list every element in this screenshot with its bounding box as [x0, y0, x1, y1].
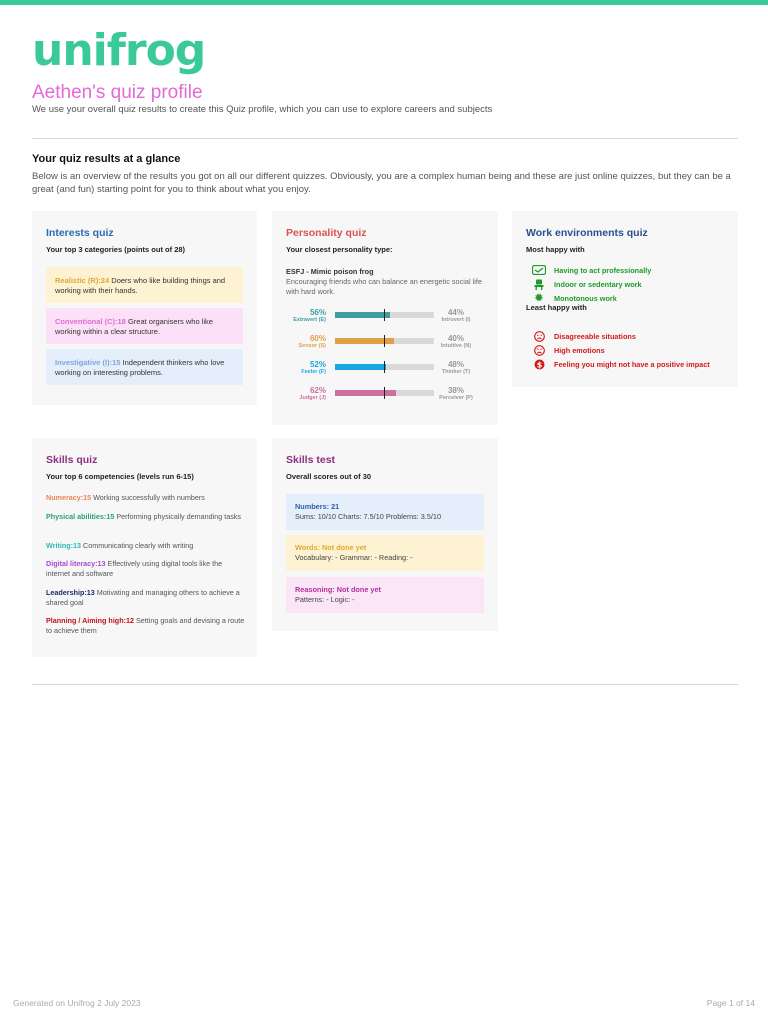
page-subtitle: We use your overall quiz results to create this Quiz profile, which you can use to explore careers and subjects	[32, 104, 493, 115]
trait-left-label: Feeler (F)	[301, 369, 326, 375]
trait-bar-fill	[335, 338, 394, 344]
skills-test-heading: Reasoning: Not done yet	[295, 585, 381, 594]
trait-row-sn	[272, 334, 497, 356]
skill-item	[46, 616, 246, 635]
skill-item	[46, 588, 246, 607]
trait-midline	[384, 309, 385, 321]
interest-item-investigative	[46, 349, 243, 385]
happy-item	[526, 277, 651, 291]
personality-quiz-card	[272, 211, 498, 425]
skill-key: Writing:13	[46, 541, 82, 550]
work-environments-card	[512, 211, 738, 387]
skills-test-words	[286, 535, 484, 571]
skill-item	[46, 512, 246, 522]
trait-left-label: Sensor (S)	[298, 343, 326, 349]
chair-icon	[532, 279, 546, 290]
trait-row-ft	[272, 360, 497, 382]
unhappy-item	[526, 329, 710, 343]
skill-text: Effectively using digital tools like the internet and software	[46, 559, 223, 578]
skills-test-subtitle: Overall scores out of 30	[286, 472, 372, 481]
skill-key: Digital literacy:13	[46, 559, 106, 568]
skills-test-detail: Patterns: - Logic: -	[295, 595, 355, 604]
interests-quiz-card	[32, 211, 257, 405]
work-env-happy-label: Most happy with	[526, 245, 585, 254]
trait-left-label: Extravert (E)	[293, 317, 326, 323]
unhappy-item-text: Feeling you might not have a positive impact	[554, 360, 710, 370]
trait-bar-fill	[335, 390, 396, 396]
trait-midline	[384, 387, 385, 399]
happy-item-text: Indoor or sedentary work	[554, 279, 642, 289]
trait-right-label: Introvert (I)	[441, 317, 471, 323]
unhappy-item-text: Disagreeable situations	[554, 331, 636, 341]
svg-text:$: $	[536, 360, 542, 370]
trait-left-label: Judger (J)	[299, 395, 326, 401]
skill-text: Performing physically demanding tasks	[116, 512, 241, 521]
interest-text: Doers who like building things and working with their hands.	[55, 276, 226, 295]
skills-test-card	[272, 438, 498, 631]
happy-item-text: Having to act professionally	[554, 265, 652, 275]
unhappy-item	[526, 343, 710, 357]
unifrog-logo: unifrog	[32, 25, 206, 76]
trait-bar	[335, 338, 434, 344]
skill-text: Motivating and managing others to achieve a shared goal	[46, 588, 240, 607]
work-env-unhappy-label: Least happy with	[526, 303, 587, 312]
overview-title: Your quiz results at a glance	[32, 153, 181, 165]
trait-row-ei	[272, 308, 497, 330]
skill-text: Setting goals and devising a route to achieve them	[46, 616, 245, 635]
happy-item	[526, 263, 651, 277]
trait-bar-fill	[335, 364, 386, 370]
trait-right-pct: 48%	[447, 360, 464, 369]
trait-left-pct: 52%	[309, 360, 326, 369]
interest-text: Independent thinkers who love working on interesting problems.	[55, 358, 225, 377]
trait-left-pct: 62%	[309, 386, 326, 395]
skill-key: Planning / Aiming high:12	[46, 616, 134, 625]
footer-generated: Generated on Unifrog 2 July 2023	[13, 998, 141, 1008]
trait-midline	[384, 335, 385, 347]
skills-test-numbers	[286, 494, 484, 530]
trait-bar-fill	[335, 312, 390, 318]
trait-right-label: Perceiver (P)	[439, 395, 473, 401]
trait-left-pct: 60%	[309, 334, 326, 343]
top-accent-bar	[0, 0, 768, 5]
skills-test-reasoning	[286, 577, 484, 613]
handshake-icon	[532, 265, 546, 276]
skill-key: Leadership:13	[46, 588, 95, 597]
trait-right-pct: 38%	[447, 386, 464, 395]
trait-right-label: Intuitive (N)	[440, 343, 472, 349]
interest-key: Realistic (R):24	[55, 276, 110, 285]
trait-midline	[384, 361, 385, 373]
trait-row-jp	[272, 386, 497, 408]
frown-icon	[532, 331, 546, 342]
trait-right-label: Thinker (T)	[441, 369, 471, 375]
personality-type: ESFJ - Mimic poison frog	[286, 267, 374, 276]
happy-item-text: Monotonous work	[554, 294, 617, 304]
work-env-title: Work environments quiz	[526, 227, 648, 239]
skills-test-heading: Numbers: 21	[295, 502, 340, 511]
overview-text: Below is an overview of the results you got on all our different quizzes. Obviously, you are a complex human being and these are just online quizzes, but they can be a great (and fun) starting point for you to think about what you enjoy.	[32, 171, 731, 195]
unhappy-item	[526, 358, 710, 372]
upset-face-icon	[532, 345, 546, 356]
skill-key: Physical abilities:15	[46, 512, 115, 521]
skill-text: Working successfully with numbers	[93, 493, 205, 502]
interests-quiz-title: Interests quiz	[46, 227, 114, 239]
interest-item-realistic	[46, 267, 243, 303]
footer-page-number: Page 1 of 14	[706, 998, 755, 1008]
interest-text: Great organisers who like working within a clear structure.	[55, 317, 213, 336]
unhappy-item-text: High emotions	[554, 345, 605, 355]
skills-test-detail: Vocabulary: - Grammar: - Reading: -	[295, 553, 413, 562]
trait-right-pct: 40%	[447, 334, 464, 343]
skills-quiz-card	[32, 438, 257, 657]
page-title: Aethen's quiz profile	[32, 82, 203, 103]
interest-key: Conventional (C):18	[55, 317, 126, 326]
interests-quiz-subtitle: Your top 3 categories (points out of 28)	[46, 245, 186, 254]
skill-item	[46, 493, 246, 503]
unhappy-list	[526, 329, 710, 372]
skills-quiz-subtitle: Your top 6 competencies (levels run 6-15)	[46, 472, 194, 481]
trait-left-pct: 56%	[309, 308, 326, 317]
skill-text: Communicating clearly with writing	[83, 541, 194, 550]
skill-item	[46, 541, 246, 551]
trait-right-pct: 44%	[447, 308, 464, 317]
personality-quiz-title: Personality quiz	[286, 227, 367, 239]
divider	[32, 684, 738, 685]
skills-test-title: Skills test	[286, 454, 336, 466]
skill-key: Numeracy:15	[46, 493, 92, 502]
personality-description: Encouraging friends who can balance an energetic social life with hard work.	[286, 277, 482, 296]
happy-list	[526, 263, 651, 306]
interest-key: Investigative (I):15	[55, 358, 121, 367]
skills-quiz-title: Skills quiz	[46, 454, 98, 466]
skill-item	[46, 559, 246, 578]
trait-bar	[335, 312, 434, 318]
personality-quiz-subtitle: Your closest personality type:	[286, 245, 393, 254]
skills-test-detail: Sums: 10/10 Charts: 7.5/10 Problems: 3.5/10	[295, 512, 442, 521]
trait-bar	[335, 390, 434, 396]
interest-item-conventional	[46, 308, 243, 344]
divider	[32, 138, 738, 139]
trait-bar	[335, 364, 434, 370]
dollar-icon	[532, 359, 546, 370]
gear-icon: ✹	[534, 292, 544, 304]
skills-test-heading: Words: Not done yet	[295, 543, 367, 552]
